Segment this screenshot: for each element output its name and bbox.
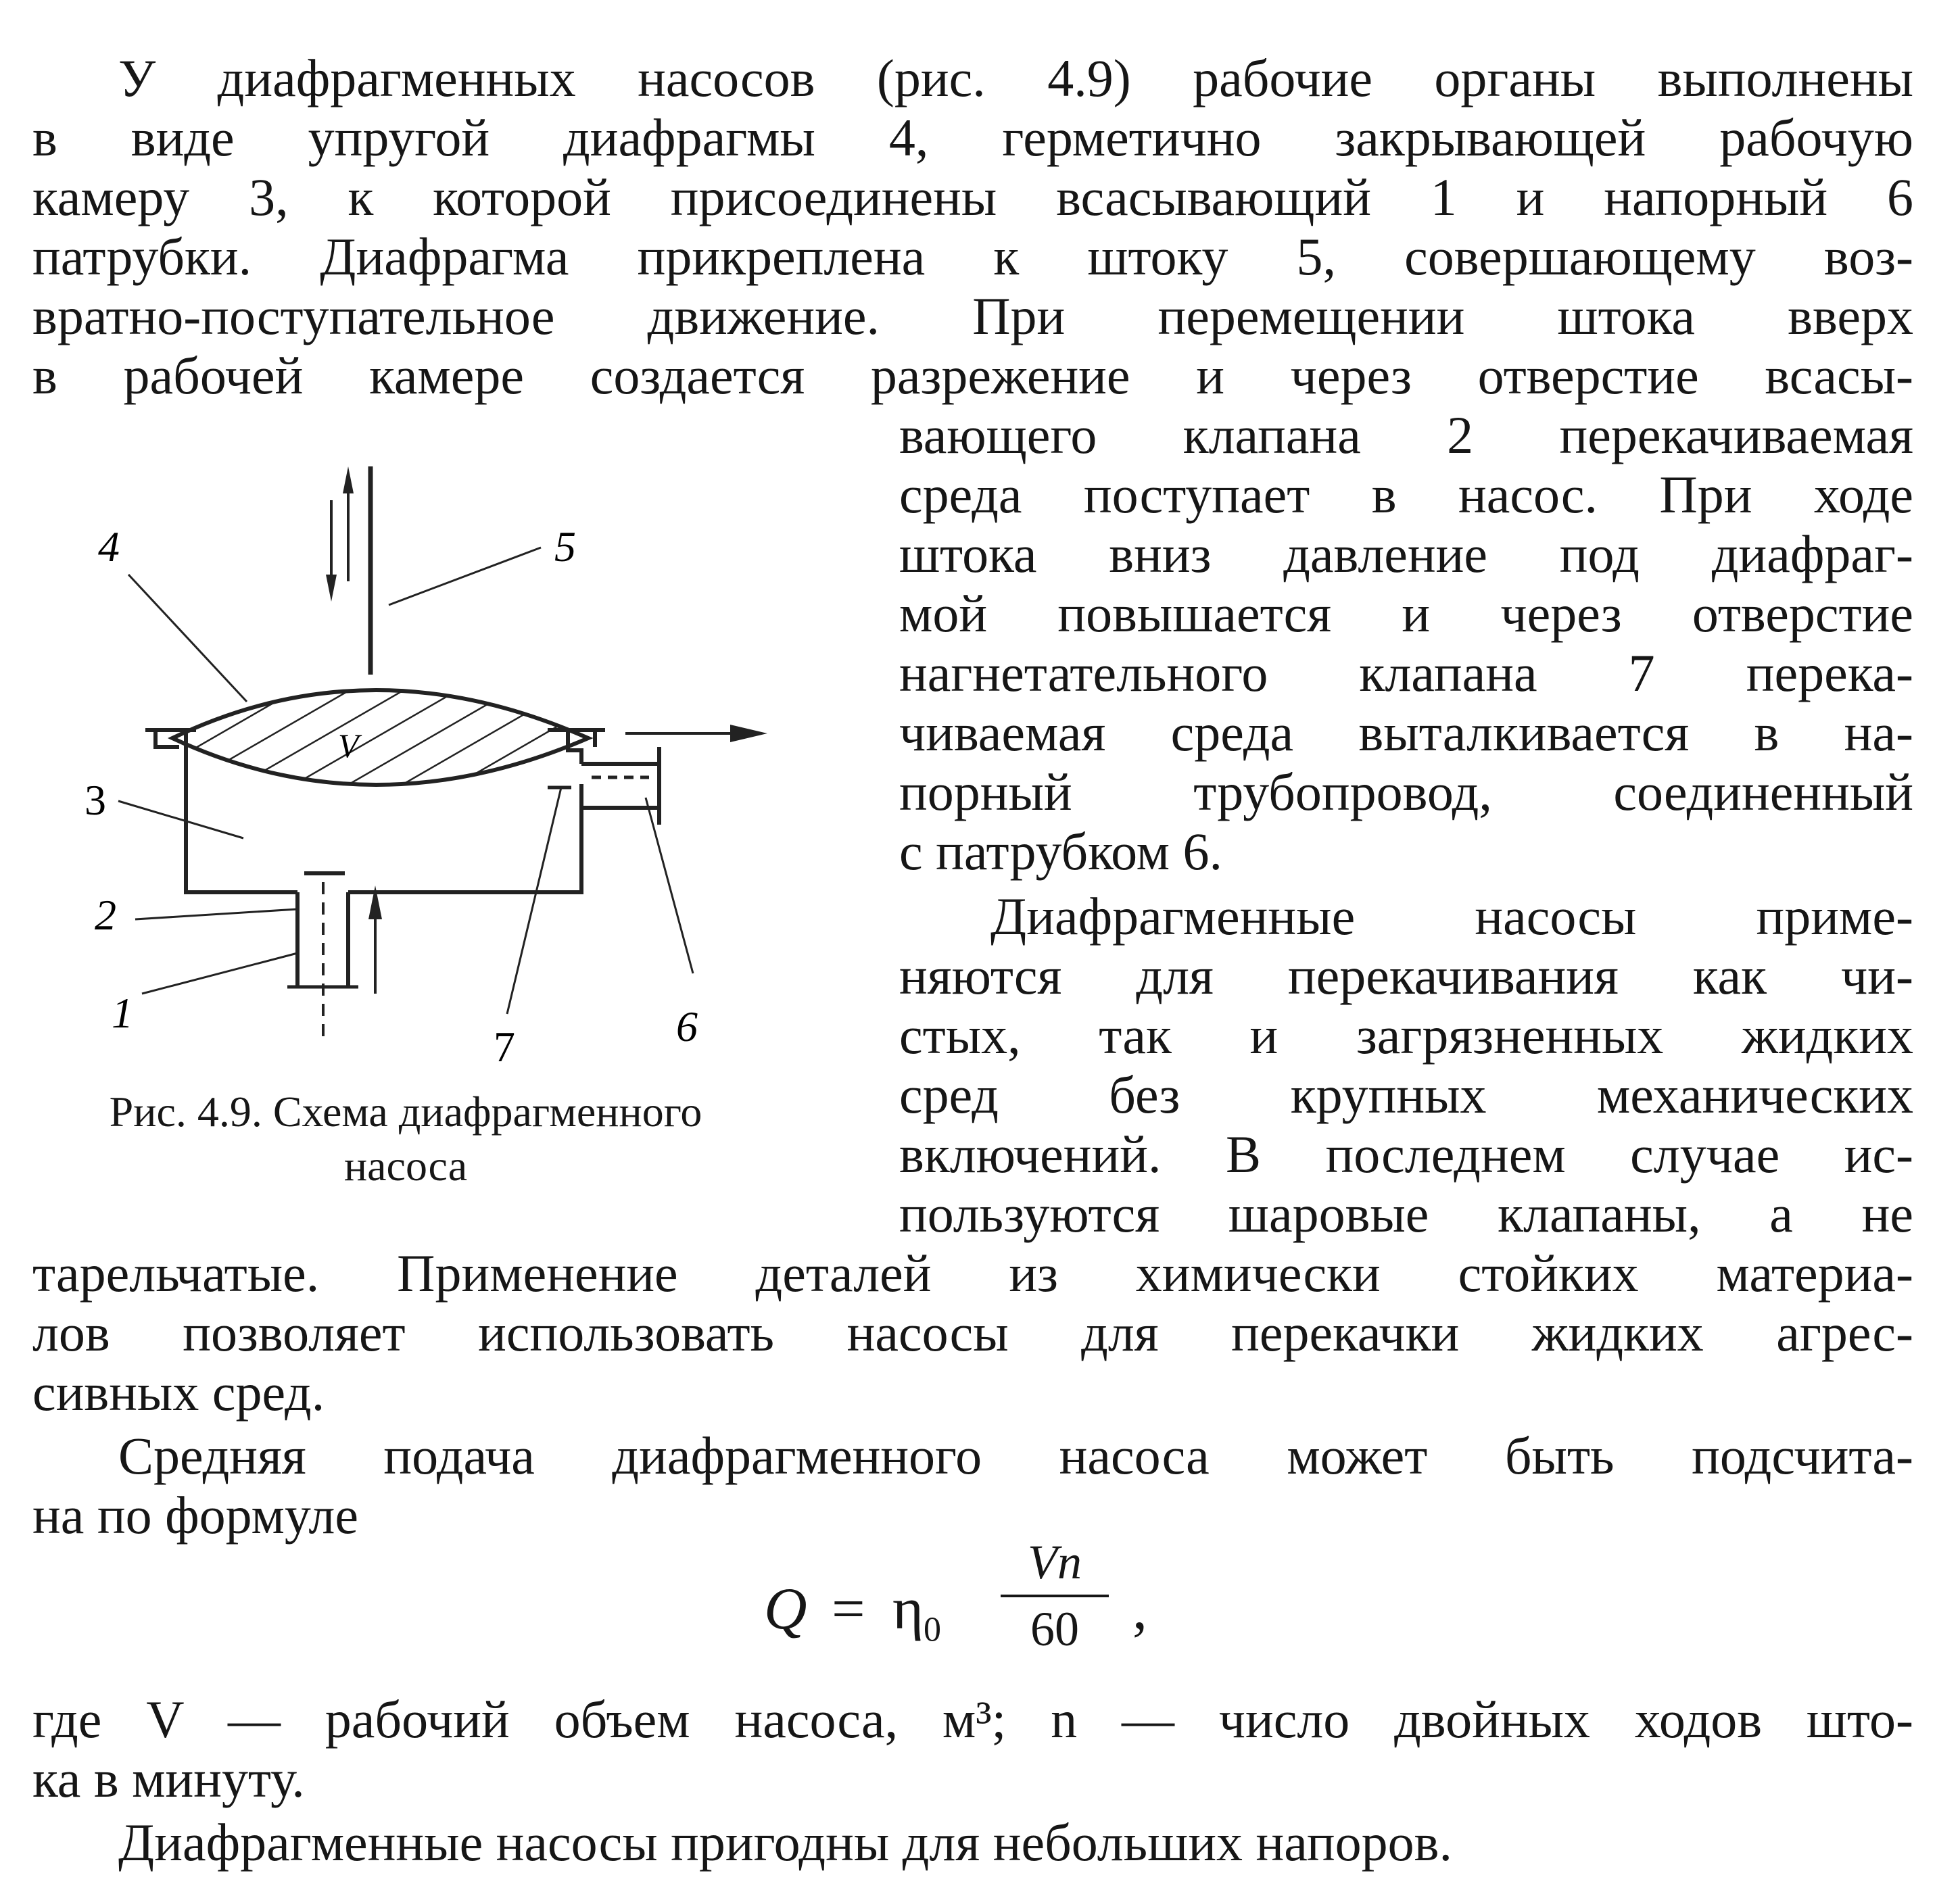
text-line: с патрубком 6. [899,822,1222,881]
text-line: Средняя подача диафрагменного насоса может быть подсчита- [118,1426,1913,1485]
text-line: ка в минуту. [32,1749,305,1808]
text-line: сивных сред. [32,1363,325,1422]
text-line: стых, так и загрязненных жидких [899,1006,1913,1065]
label-1: 1 [112,989,133,1037]
text-line: няются для перекачивания как чи- [899,946,1913,1005]
text-line: камеру 3, к которой присоединены всасывающий 1 и напорный 6 [32,168,1913,226]
text-line: пользуются шаровые клапаны, а не [899,1184,1913,1243]
leader-5 [389,548,541,605]
caption-line: насоса [343,1142,468,1190]
text-line: У диафрагменных насосов (рис. 4.9) рабочие органы выполнены [118,49,1913,107]
stem-arrow-down-head [326,575,337,602]
text-line: на по формуле [32,1486,358,1545]
text-line: вратно-поступательное движение. При перемещении штока вверх [32,287,1913,345]
formula [764,1534,1147,1670]
label-v: V [338,727,359,765]
label-4: 4 [98,523,120,571]
formula-eta: η [892,1576,924,1642]
leader-6 [646,798,693,973]
chamber-outline-right [348,784,581,892]
text-line: Диафрагменные насосы пригодны для небольших напоров. [118,1813,1452,1872]
leader-1 [142,953,297,994]
text-line: в виде упругой диафрагмы 4, герметично закрывающей рабочую [32,108,1913,167]
label-7: 7 [494,1023,515,1071]
text-line: чиваемая среда выталкивается в на- [899,703,1913,762]
formula-fraction [994,1534,1116,1657]
figure-caption [27,1085,784,1193]
text-line: порный трубопровод, соединенный [899,762,1913,821]
formula-equals: = [832,1576,865,1642]
stem-arrow-up-head [343,466,354,493]
text-line: вающего клапана 2 перекачиваемая [899,406,1913,464]
label-2: 2 [95,891,116,939]
text-line: штока вниз давление под диафраг- [899,525,1913,583]
figure [14,446,838,1156]
text-line: где V — рабочий объем насоса, м³; n — число двойных ходов што- [32,1690,1913,1749]
formula-coef-sub: 0 [924,1610,942,1649]
leader-2 [135,909,297,919]
diaphragm [172,690,588,785]
text-line: лов позволяет использовать насосы для перекачки жидких агрес- [32,1303,1913,1362]
text-line: мой повышается и через отверстие [899,584,1913,643]
formula-lhs: Q [764,1576,807,1642]
text-line: среда поступает в насос. При ходе [899,465,1913,524]
label-6: 6 [676,1002,698,1050]
label-3: 3 [85,776,106,824]
leader-3 [118,801,243,838]
formula-denominator: 60 [1030,1602,1079,1656]
text-line: включений. В последнем случае ис- [899,1125,1913,1184]
label-5: 5 [554,523,576,571]
caption-line: Рис. 4.9. Схема диафрагменного [109,1088,702,1136]
pump-diagram [14,446,838,1082]
text-line: Диафрагменные насосы приме- [990,887,1913,946]
formula-comma: , [1132,1576,1147,1642]
text-line: патрубки. Диафрагма прикреплена к штоку 5, совершающему воз- [32,227,1913,286]
text-line: нагнетательного клапана 7 перека- [899,644,1913,702]
formula-coef [892,1575,941,1650]
fraction-bar [1001,1595,1109,1597]
formula-numerator: Vn [1028,1535,1082,1589]
text-line: в рабочей камере создается разрежение и через отверстие всасы- [32,346,1913,405]
outlet-flow-arrow-head [730,725,767,742]
text-line: тарельчатые. Применение деталей из химически стойких материа- [32,1244,1913,1303]
leader-4 [128,575,247,702]
leader-7 [507,787,561,1014]
text-line: сред без крупных механических [899,1065,1913,1124]
